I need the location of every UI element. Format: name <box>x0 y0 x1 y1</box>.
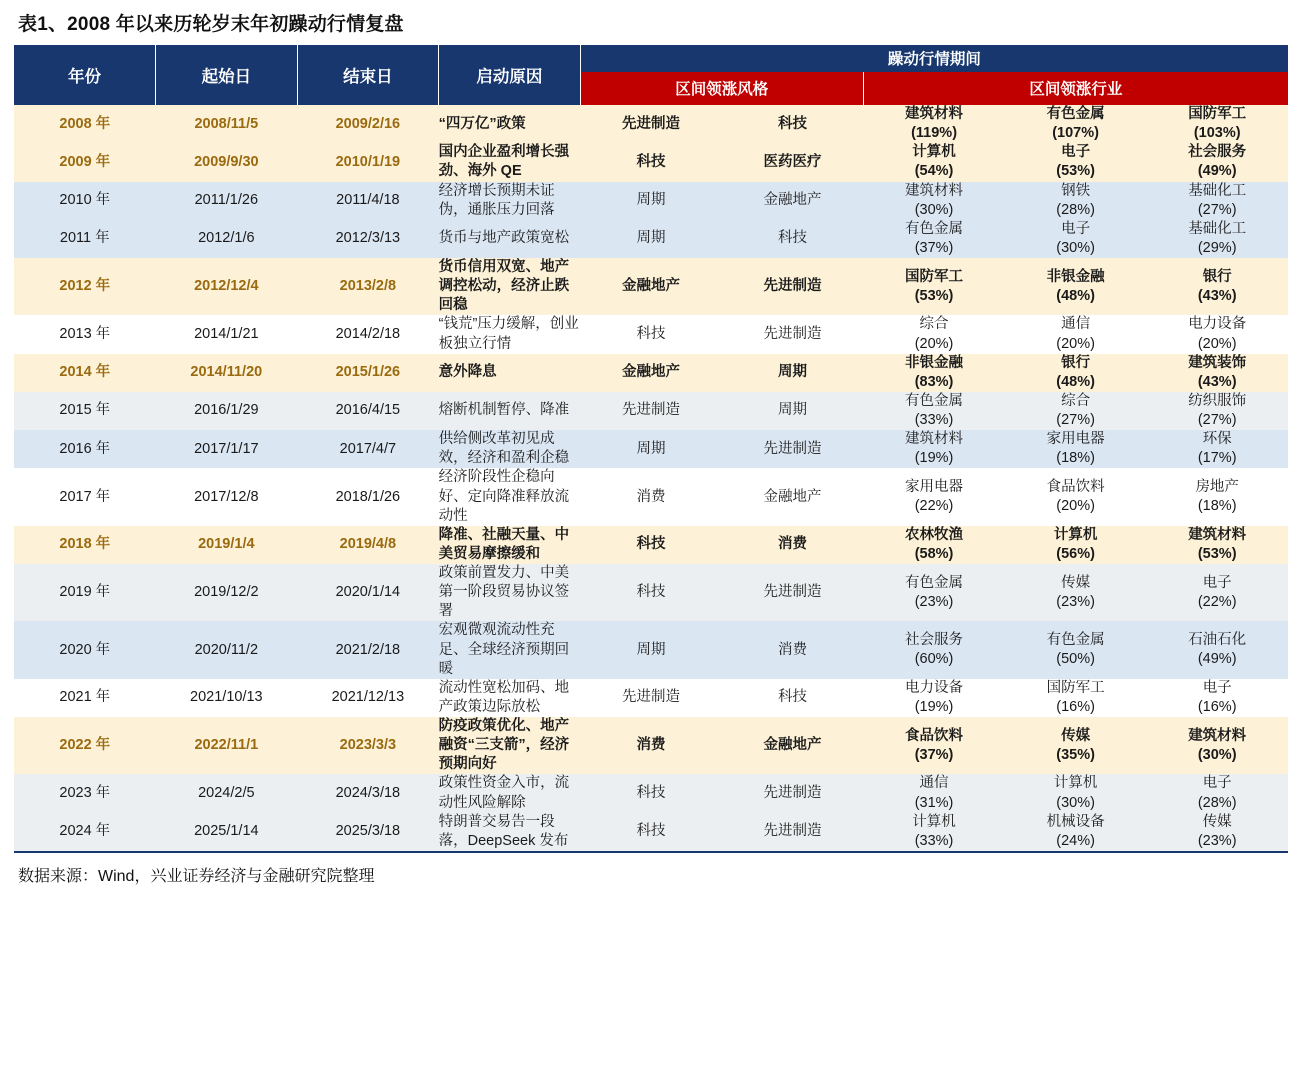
cell-industry-1-value: (119%) <box>911 125 958 142</box>
cell-industry-1-value: (54%) <box>914 163 954 180</box>
cell-industry-1-value: (33%) <box>914 832 954 849</box>
cell-industry-2 <box>1005 105 1147 143</box>
cell-style-1: 先进制造 <box>580 679 722 717</box>
cell-industry-3 <box>1146 564 1288 621</box>
cell-style-2: 科技 <box>722 105 864 143</box>
cell-end-date: 2014/2/18 <box>297 315 439 353</box>
cell-industry-1 <box>863 679 1005 717</box>
cell-industry-3-value: (27%) <box>1197 201 1237 218</box>
table-row <box>14 430 1288 468</box>
cell-style-1: 先进制造 <box>580 105 722 143</box>
cell-industry-1 <box>863 182 1005 220</box>
cell-industry-2-value: (20%) <box>1056 335 1095 352</box>
cell-reason: 货币与地产政策宽松 <box>439 220 581 258</box>
cell-industry-1 <box>863 526 1005 564</box>
cell-style-2: 先进制造 <box>722 258 864 315</box>
cell-industry-1-value: (37%) <box>914 746 954 763</box>
cell-industry-2-label: 非银金融 <box>1046 268 1105 285</box>
cell-industry-2-value: (48%) <box>1056 287 1095 304</box>
cell-industry-1 <box>863 105 1005 143</box>
cell-industry-1-value: (83%) <box>914 373 954 390</box>
cell-start-date: 2008/11/5 <box>156 105 298 143</box>
cell-industry-3 <box>1146 220 1288 258</box>
cell-industry-2 <box>1005 258 1147 315</box>
cell-year: 2019 年 <box>14 564 156 621</box>
cell-style-2: 科技 <box>722 220 864 258</box>
cell-industry-1-label: 社会服务 <box>905 631 964 648</box>
cell-start-date: 2009/9/30 <box>156 143 298 181</box>
cell-reason: 宏观微观流动性充足、全球经济预期回暖 <box>439 621 581 678</box>
cell-industry-2-label: 国防军工 <box>1046 679 1105 696</box>
cell-industry-3-label: 基础化工 <box>1188 220 1247 237</box>
cell-industry-3-label: 石油石化 <box>1188 631 1247 648</box>
cell-industry-2 <box>1005 392 1147 430</box>
cell-reason: “钱荒”压力缓解，创业板独立行情 <box>439 315 581 353</box>
table-wrapper <box>14 45 1288 852</box>
cell-industry-3-value: (18%) <box>1197 498 1237 515</box>
cell-industry-1-value: (20%) <box>914 335 954 352</box>
cell-industry-3 <box>1146 526 1288 564</box>
cell-industry-1-value: (22%) <box>914 498 954 515</box>
table-row <box>14 258 1288 315</box>
table-row <box>14 182 1288 220</box>
table-row <box>14 717 1288 774</box>
cell-reason: “四万亿”政策 <box>439 105 581 143</box>
cell-industry-2-label: 家用电器 <box>1046 431 1105 448</box>
cell-start-date: 2017/1/17 <box>156 430 298 468</box>
cell-end-date: 2010/1/19 <box>297 143 439 181</box>
cell-industry-1 <box>863 354 1005 392</box>
cell-industry-3 <box>1146 315 1288 353</box>
cell-style-2: 先进制造 <box>722 564 864 621</box>
cell-industry-2 <box>1005 220 1147 258</box>
header-year: 年份 <box>14 45 156 105</box>
cell-reason: 意外降息 <box>439 354 581 392</box>
table-row <box>14 220 1288 258</box>
cell-start-date: 2012/1/6 <box>156 220 298 258</box>
cell-industry-3-value: (22%) <box>1197 593 1237 610</box>
cell-style-1: 消费 <box>580 468 722 525</box>
cell-industry-3-label: 传媒 <box>1202 813 1232 830</box>
cell-reason: 政策前置发力、中美第一阶段贸易协议签署 <box>439 564 581 621</box>
cell-industry-1 <box>863 315 1005 353</box>
cell-end-date: 2024/3/18 <box>297 774 439 812</box>
cell-industry-3-label: 银行 <box>1202 268 1232 285</box>
cell-industry-2-value: (30%) <box>1056 239 1095 256</box>
cell-end-date: 2009/2/16 <box>297 105 439 143</box>
cell-industry-1-label: 有色金属 <box>905 574 964 591</box>
cell-year: 2020 年 <box>14 621 156 678</box>
table-row <box>14 143 1288 181</box>
header-reason: 启动原因 <box>439 45 581 105</box>
table-row <box>14 621 1288 678</box>
momentum-rally-table <box>14 45 1288 851</box>
cell-industry-3-value: (30%) <box>1197 746 1237 763</box>
cell-start-date: 2019/12/2 <box>156 564 298 621</box>
cell-reason: 特朗普交易告一段落，DeepSeek 发布 <box>439 813 581 851</box>
cell-reason: 防疫政策优化、地产融资“三支箭”，经济预期向好 <box>439 717 581 774</box>
cell-industry-1-label: 有色金属 <box>905 392 964 409</box>
cell-industry-3 <box>1146 621 1288 678</box>
cell-style-2: 先进制造 <box>722 813 864 851</box>
cell-industry-1-label: 综合 <box>919 316 949 333</box>
cell-industry-2-label: 食品饮料 <box>1046 478 1105 495</box>
cell-industry-3 <box>1146 392 1288 430</box>
table-row <box>14 392 1288 430</box>
cell-reason: 经济增长预期未证伪，通胀压力回落 <box>439 182 581 220</box>
cell-start-date: 2022/11/1 <box>156 717 298 774</box>
cell-industry-1-label: 电力设备 <box>905 679 964 696</box>
cell-industry-2-label: 通信 <box>1061 316 1091 333</box>
cell-industry-1-value: (30%) <box>914 201 954 218</box>
source-note: 数据来源：Wind，兴业证券经济与金融研究院整理 <box>14 852 1288 886</box>
cell-style-2: 科技 <box>722 679 864 717</box>
cell-industry-3-label: 建筑材料 <box>1188 526 1247 543</box>
cell-industry-3-label: 电力设备 <box>1188 316 1247 333</box>
cell-industry-3 <box>1146 813 1288 851</box>
cell-industry-3-value: (53%) <box>1197 545 1237 562</box>
cell-end-date: 2018/1/26 <box>297 468 439 525</box>
cell-year: 2015 年 <box>14 392 156 430</box>
cell-industry-2-label: 机械设备 <box>1046 813 1105 830</box>
cell-industry-3-value: (27%) <box>1197 412 1237 428</box>
table-row <box>14 813 1288 851</box>
cell-industry-1-value: (60%) <box>914 651 954 668</box>
cell-industry-1-label: 建筑材料 <box>905 431 964 448</box>
header-start: 起始日 <box>156 45 298 105</box>
cell-industry-1-label: 有色金属 <box>905 220 964 237</box>
cell-end-date: 2017/4/7 <box>297 430 439 468</box>
cell-industry-3-label: 社会服务 <box>1188 144 1247 161</box>
cell-industry-2-value: (20%) <box>1056 498 1095 515</box>
cell-industry-1 <box>863 258 1005 315</box>
cell-industry-2-label: 有色金属 <box>1046 631 1105 648</box>
cell-industry-1-label: 建筑材料 <box>905 106 964 122</box>
cell-industry-1 <box>863 813 1005 851</box>
cell-end-date: 2020/1/14 <box>297 564 439 621</box>
cell-industry-1-label: 通信 <box>919 775 949 792</box>
cell-industry-2-value: (16%) <box>1056 698 1095 715</box>
cell-style-1: 先进制造 <box>580 392 722 430</box>
cell-end-date: 2021/12/13 <box>297 679 439 717</box>
cell-end-date: 2025/3/18 <box>297 813 439 851</box>
cell-style-1: 科技 <box>580 526 722 564</box>
cell-industry-1-value: (53%) <box>914 287 954 304</box>
cell-year: 2010 年 <box>14 182 156 220</box>
cell-industry-1-label: 建筑材料 <box>905 182 964 199</box>
cell-industry-1 <box>863 468 1005 525</box>
cell-style-1: 金融地产 <box>580 354 722 392</box>
cell-end-date: 2011/4/18 <box>297 182 439 220</box>
cell-industry-2 <box>1005 621 1147 678</box>
cell-industry-3 <box>1146 354 1288 392</box>
cell-industry-1-label: 计算机 <box>912 813 956 830</box>
cell-style-1: 科技 <box>580 813 722 851</box>
cell-end-date: 2016/4/15 <box>297 392 439 430</box>
cell-style-1: 科技 <box>580 315 722 353</box>
cell-year: 2016 年 <box>14 430 156 468</box>
cell-industry-1-value: (37%) <box>914 239 954 256</box>
table-row <box>14 315 1288 353</box>
cell-industry-1-label: 家用电器 <box>905 478 964 495</box>
page-title: 表1、2008 年以来历轮岁末年初躁动行情复盘 <box>18 14 404 35</box>
cell-start-date: 2011/1/26 <box>156 182 298 220</box>
cell-start-date: 2024/2/5 <box>156 774 298 812</box>
header-row-top <box>14 45 1288 72</box>
cell-industry-2 <box>1005 430 1147 468</box>
cell-industry-3 <box>1146 143 1288 181</box>
cell-reason: 货币信用双宽、地产调控松动，经济止跌回稳 <box>439 258 581 315</box>
cell-industry-3-label: 基础化工 <box>1188 182 1247 199</box>
cell-industry-1-value: (19%) <box>914 698 954 715</box>
cell-industry-3 <box>1146 105 1288 143</box>
cell-year: 2012 年 <box>14 258 156 315</box>
cell-industry-2-value: (18%) <box>1056 450 1095 467</box>
cell-industry-3 <box>1146 430 1288 468</box>
cell-industry-2-label: 有色金属 <box>1046 106 1105 122</box>
cell-industry-2 <box>1005 182 1147 220</box>
cell-industry-1 <box>863 430 1005 468</box>
cell-start-date: 2017/12/8 <box>156 468 298 525</box>
cell-year: 2009 年 <box>14 143 156 181</box>
cell-style-2: 先进制造 <box>722 774 864 812</box>
cell-industry-3-label: 国防军工 <box>1188 106 1247 122</box>
cell-style-2: 金融地产 <box>722 182 864 220</box>
cell-industry-1 <box>863 717 1005 774</box>
header-style-group: 区间领涨风格 <box>580 72 863 105</box>
cell-year: 2011 年 <box>14 220 156 258</box>
cell-industry-3-label: 房地产 <box>1195 478 1239 495</box>
cell-industry-3-value: (103%) <box>1193 125 1241 142</box>
cell-industry-2-value: (30%) <box>1056 794 1095 811</box>
table-row <box>14 105 1288 143</box>
cell-reason: 国内企业盈利增长强劲、海外 QE <box>439 143 581 181</box>
cell-start-date: 2025/1/14 <box>156 813 298 851</box>
cell-industry-2-value: (35%) <box>1056 746 1095 763</box>
cell-style-1: 科技 <box>580 774 722 812</box>
cell-industry-3-label: 环保 <box>1202 431 1232 448</box>
cell-industry-3 <box>1146 774 1288 812</box>
cell-reason: 供给侧改革初见成效，经济和盈利企稳 <box>439 430 581 468</box>
cell-year: 2018 年 <box>14 526 156 564</box>
cell-style-2: 周期 <box>722 354 864 392</box>
cell-industry-3 <box>1146 182 1288 220</box>
cell-industry-1 <box>863 564 1005 621</box>
cell-start-date: 2016/1/29 <box>156 392 298 430</box>
cell-year: 2022 年 <box>14 717 156 774</box>
cell-industry-3-value: (43%) <box>1197 287 1237 304</box>
cell-style-2: 消费 <box>722 526 864 564</box>
cell-industry-2-value: (107%) <box>1052 125 1099 142</box>
cell-industry-1-value: (33%) <box>914 412 954 428</box>
cell-industry-1-label: 计算机 <box>912 144 956 161</box>
cell-end-date: 2013/2/8 <box>297 258 439 315</box>
cell-industry-1 <box>863 220 1005 258</box>
cell-industry-3-value: (23%) <box>1197 832 1237 849</box>
cell-reason: 降准、社融天量、中美贸易摩擦缓和 <box>439 526 581 564</box>
cell-industry-3-value: (28%) <box>1197 794 1237 811</box>
cell-start-date: 2020/11/2 <box>156 621 298 678</box>
cell-year: 2013 年 <box>14 315 156 353</box>
cell-industry-2 <box>1005 468 1147 525</box>
cell-industry-2-label: 传媒 <box>1061 574 1091 591</box>
cell-industry-1 <box>863 392 1005 430</box>
cell-industry-1 <box>863 774 1005 812</box>
cell-industry-2-value: (48%) <box>1056 373 1095 390</box>
cell-industry-2 <box>1005 679 1147 717</box>
cell-style-1: 周期 <box>580 220 722 258</box>
cell-industry-2 <box>1005 354 1147 392</box>
cell-industry-1-value: (19%) <box>914 450 954 467</box>
cell-industry-3 <box>1146 679 1288 717</box>
cell-industry-2 <box>1005 315 1147 353</box>
table-row <box>14 774 1288 812</box>
cell-end-date: 2012/3/13 <box>297 220 439 258</box>
cell-start-date: 2014/1/21 <box>156 315 298 353</box>
cell-industry-2-value: (56%) <box>1056 545 1095 562</box>
cell-industry-2-value: (50%) <box>1056 651 1095 668</box>
cell-industry-1-label: 食品饮料 <box>905 727 964 744</box>
cell-year: 2014 年 <box>14 354 156 392</box>
cell-industry-3-value: (29%) <box>1197 239 1237 256</box>
cell-industry-2-value: (53%) <box>1056 163 1095 180</box>
cell-industry-2 <box>1005 526 1147 564</box>
cell-industry-1-label: 农林牧渔 <box>905 526 964 543</box>
cell-year: 2021 年 <box>14 679 156 717</box>
cell-year: 2008 年 <box>14 105 156 143</box>
cell-industry-2-label: 电子 <box>1061 144 1091 161</box>
table-row <box>14 526 1288 564</box>
cell-style-1: 消费 <box>580 717 722 774</box>
cell-industry-3-label: 纺织服饰 <box>1188 392 1247 409</box>
cell-industry-2-label: 传媒 <box>1061 727 1091 744</box>
cell-industry-3-value: (43%) <box>1197 373 1237 390</box>
cell-reason: 经济阶段性企稳向好、定向降准释放流动性 <box>439 468 581 525</box>
cell-industry-2-label: 银行 <box>1061 354 1091 371</box>
cell-industry-1-value: (31%) <box>914 794 954 811</box>
cell-reason: 流动性宽松加码、地产政策边际放松 <box>439 679 581 717</box>
cell-start-date: 2019/1/4 <box>156 526 298 564</box>
table-row <box>14 468 1288 525</box>
cell-start-date: 2021/10/13 <box>156 679 298 717</box>
cell-industry-1-label: 非银金融 <box>905 354 964 371</box>
cell-industry-1 <box>863 621 1005 678</box>
cell-industry-3-value: (20%) <box>1197 335 1237 352</box>
cell-industry-2 <box>1005 143 1147 181</box>
cell-industry-2-label: 计算机 <box>1053 526 1098 543</box>
cell-style-2: 金融地产 <box>722 468 864 525</box>
cell-end-date: 2019/4/8 <box>297 526 439 564</box>
cell-style-2: 消费 <box>722 621 864 678</box>
table-header <box>14 45 1288 105</box>
cell-industry-2 <box>1005 813 1147 851</box>
cell-style-1: 周期 <box>580 430 722 468</box>
cell-industry-3-value: (49%) <box>1197 651 1237 668</box>
cell-year: 2024 年 <box>14 813 156 851</box>
cell-style-2: 医药医疗 <box>722 143 864 181</box>
cell-reason: 政策性资金入市，流动性风险解除 <box>439 774 581 812</box>
cell-year: 2017 年 <box>14 468 156 525</box>
cell-industry-2-label: 综合 <box>1061 392 1091 409</box>
cell-industry-3-label: 电子 <box>1202 775 1232 792</box>
cell-industry-1-value: (23%) <box>914 593 954 610</box>
table-row <box>14 354 1288 392</box>
cell-industry-3-value: (17%) <box>1197 450 1237 467</box>
cell-industry-3-label: 建筑材料 <box>1188 727 1247 744</box>
cell-industry-2-label: 钢铁 <box>1061 182 1091 199</box>
cell-style-2: 金融地产 <box>722 717 864 774</box>
cell-style-1: 周期 <box>580 182 722 220</box>
cell-industry-2-value: (28%) <box>1056 201 1095 218</box>
cell-industry-3-label: 电子 <box>1202 679 1232 696</box>
cell-industry-2 <box>1005 774 1147 812</box>
table-row <box>14 679 1288 717</box>
cell-style-2: 先进制造 <box>722 315 864 353</box>
cell-industry-3 <box>1146 717 1288 774</box>
cell-start-date: 2012/12/4 <box>156 258 298 315</box>
cell-industry-1-value: (58%) <box>914 545 954 562</box>
cell-industry-3-value: (16%) <box>1197 698 1237 715</box>
cell-style-1: 周期 <box>580 621 722 678</box>
header-span-group: 躁动行情期间 <box>580 45 1288 72</box>
cell-end-date: 2021/2/18 <box>297 621 439 678</box>
cell-style-1: 科技 <box>580 564 722 621</box>
cell-industry-2-value: (27%) <box>1056 412 1095 428</box>
cell-style-1: 金融地产 <box>580 258 722 315</box>
cell-industry-2-label: 电子 <box>1061 220 1091 237</box>
table-row <box>14 564 1288 621</box>
cell-industry-1 <box>863 143 1005 181</box>
cell-industry-2-value: (23%) <box>1056 593 1095 610</box>
cell-industry-2 <box>1005 564 1147 621</box>
cell-industry-2 <box>1005 717 1147 774</box>
cell-industry-3 <box>1146 258 1288 315</box>
cell-end-date: 2023/3/3 <box>297 717 439 774</box>
cell-style-2: 先进制造 <box>722 430 864 468</box>
cell-end-date: 2015/1/26 <box>297 354 439 392</box>
cell-year: 2023 年 <box>14 774 156 812</box>
cell-style-2: 周期 <box>722 392 864 430</box>
cell-industry-2-value: (24%) <box>1056 832 1095 849</box>
cell-industry-3-value: (49%) <box>1197 163 1237 180</box>
cell-industry-3-label: 建筑装饰 <box>1188 354 1247 371</box>
cell-reason: 熔断机制暂停、降准 <box>439 392 581 430</box>
header-industry-group: 区间领涨行业 <box>863 72 1288 105</box>
table-body <box>14 105 1288 851</box>
header-end: 结束日 <box>297 45 439 105</box>
cell-style-1: 科技 <box>580 143 722 181</box>
cell-industry-2-label: 计算机 <box>1053 775 1098 792</box>
cell-industry-3 <box>1146 468 1288 525</box>
cell-industry-1-label: 国防军工 <box>905 268 964 285</box>
cell-start-date: 2014/11/20 <box>156 354 298 392</box>
cell-industry-3-label: 电子 <box>1202 574 1232 591</box>
